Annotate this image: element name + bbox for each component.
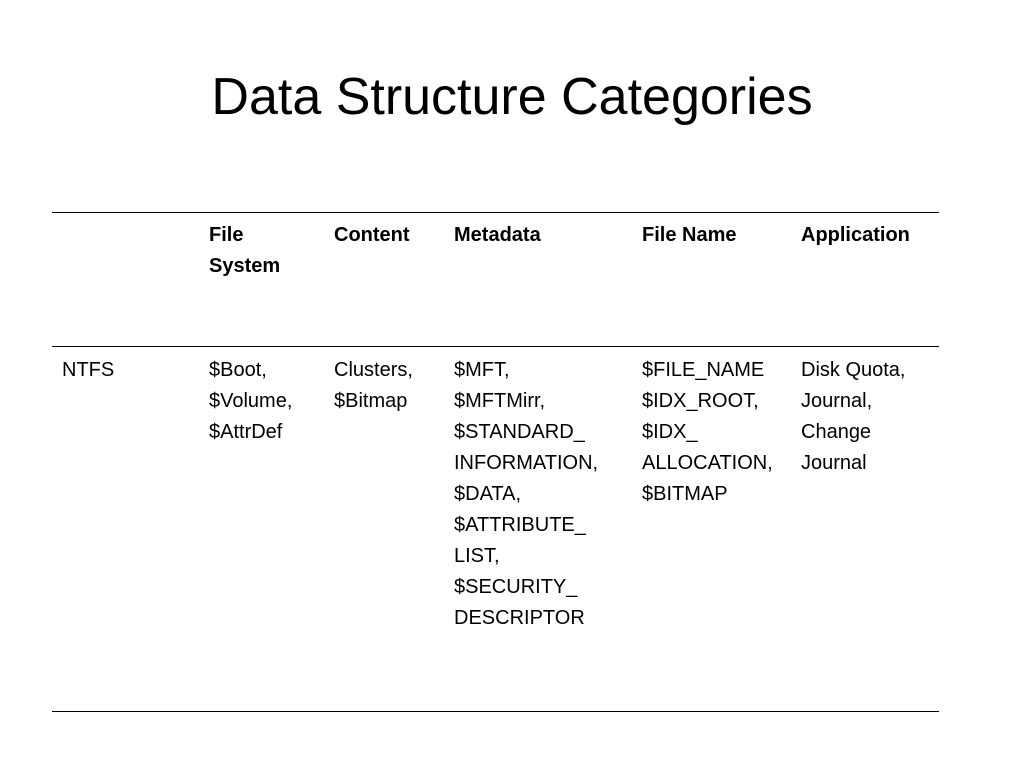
header-cell-blank xyxy=(52,213,199,347)
cell-text: $Boot, xyxy=(209,359,267,381)
header-row xyxy=(52,213,939,347)
cell-text: $AttrDef xyxy=(209,421,283,443)
cell-text: Disk Quota, xyxy=(801,359,906,381)
cell-text: Journal, xyxy=(801,390,873,412)
cell-text: $Volume, xyxy=(209,390,293,412)
cell-text: ALLOCATION, xyxy=(642,452,773,474)
cell-text: $SECURITY_ xyxy=(454,576,578,598)
cell-text: $BITMAP xyxy=(642,483,728,505)
header-text: Metadata xyxy=(454,224,541,246)
cell-text: $IDX_ROOT, xyxy=(642,390,759,412)
cell-text: $FILE_NAME xyxy=(642,359,765,381)
cell-text: $STANDARD_ xyxy=(454,421,585,443)
header-cell-file-system xyxy=(199,213,324,347)
cell-text: INFORMATION, xyxy=(454,452,599,474)
table-row xyxy=(52,347,939,712)
header-text: Application xyxy=(801,224,910,246)
slide-title: Data Structure Categories xyxy=(211,68,813,126)
cell-text: DESCRIPTOR xyxy=(454,607,585,629)
cell-text: $Bitmap xyxy=(334,390,408,412)
cell-application xyxy=(791,347,939,712)
cell-content xyxy=(324,347,444,712)
cell-text: $MFTMirr, xyxy=(454,390,546,412)
cell-text: NTFS xyxy=(62,359,115,381)
header-cell-content xyxy=(324,213,444,347)
cell-metadata xyxy=(444,347,632,712)
cell-text: $ATTRIBUTE_ xyxy=(454,514,586,536)
cell-text: $DATA, xyxy=(454,483,522,505)
header-text: File xyxy=(209,224,244,246)
data-structure-table xyxy=(52,212,939,712)
cell-file-name xyxy=(632,347,791,712)
cell-text: Clusters, xyxy=(334,359,413,381)
header-cell-metadata xyxy=(444,213,632,347)
cell-text: $MFT, xyxy=(454,359,510,381)
cell-text: Change xyxy=(801,421,872,443)
header-text: File Name xyxy=(642,224,737,246)
cell-file-system xyxy=(199,347,324,712)
cell-row-label xyxy=(52,347,199,712)
cell-text: $IDX_ xyxy=(642,421,698,443)
cell-text: LIST, xyxy=(454,545,500,567)
header-text: Content xyxy=(334,224,410,246)
cell-text: Journal xyxy=(801,452,867,474)
header-text: System xyxy=(209,255,281,277)
header-cell-application xyxy=(791,213,939,347)
header-cell-file-name xyxy=(632,213,791,347)
